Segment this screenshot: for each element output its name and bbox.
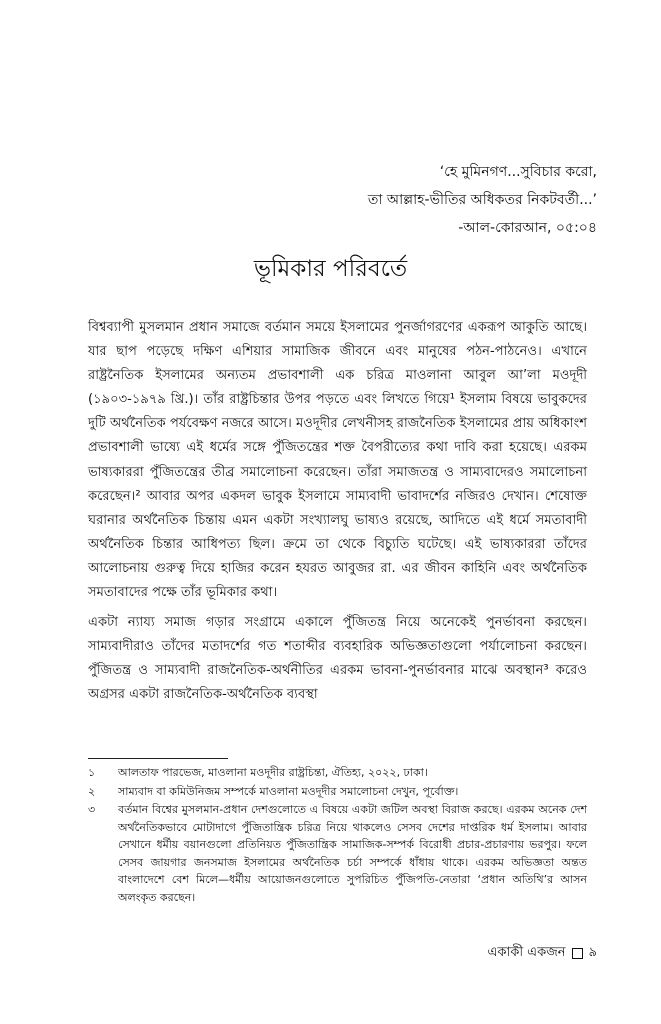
footnote-divider xyxy=(88,758,228,759)
chapter-title: ভূমিকার পরিবর্তে xyxy=(253,256,408,282)
book-title: একাকী একজন xyxy=(487,945,566,960)
footnote-text: সাম্যবাদ বা কমিউনিজম সম্পর্কে মাওলানা মওদূদীর সমালোচনা দেখুন, পূর্বোক্ত। xyxy=(118,784,459,798)
epigraph-line-1: ‘হে মুমিনগণ...সুবিচার করো, xyxy=(439,164,597,180)
footnote-text: বর্তমান বিশ্বের মুসলমান-প্রধান দেশগুলোতে এ বিষয়ে একটা জটিল অবস্থা বিরাজ করছে। এরকম অনেক দেশ অর্থনৈতিকভাবে মোটাদাগে পুঁজিতান্ত্রিক চরিত্র নিয়ে থাকলেও সেসব দেশের দাপ্তরিক ধর্ম ইসলাম। আবার সেখানে ধর্মীয় বয়ানগুলো প্রতিনিয়ত পুঁজিতান্ত্রিক সামাজিক-সম্পর্ক বিরোধী প্রচার-প্রচারণায় ভরপুর। ফলে সেসব জায়গার জনসমাজ ইসলামের অর্থনৈতিক চর্চা সম্পর্কে ধাঁধায় থাকে। এরকম অভিজ্ঞতা অন্তত বাংলাদেশে বেশ মিলে—ধর্মীয় আয়োজনগুলোতে সুপরিচিত পুঁজিপতি-নেতারা ‘প্রধান অতিথি’র আসন অলংকৃত করছেন। xyxy=(118,803,587,904)
page-number: ৯ xyxy=(588,945,597,960)
footnote-number: ৩ xyxy=(88,803,96,816)
epigraph-source: -আল-কোরআন, ০৫:০৪ xyxy=(458,220,597,236)
epigraph xyxy=(368,158,597,242)
epigraph-line-2: তা আল্লাহ-ভীতির অধিকতর নিকটবর্তী...’ xyxy=(367,192,597,208)
footnote-number: ১ xyxy=(88,766,96,779)
body-text xyxy=(88,316,587,714)
running-footer xyxy=(487,943,597,964)
footnote-item xyxy=(88,764,587,782)
footnotes xyxy=(88,764,587,907)
paragraph-1: বিশ্বব্যাপী মুসলমান প্রধান সমাজে বর্তমান সময়ে ইসলামের পুনর্জাগরণের একরূপ আকুতি আছে। যার ছাপ পড়েছে দক্ষিণ এশিয়ার সামাজিক জীবনে এবং মানুষের পঠন-পাঠনেও। এখানে রাষ্ট্রনৈতিক ইসলামের অন্যতম প্রভাবশালী এক চরিত্র মাওলানা আবুল আ’লা মওদূদী (১৯০৩-১৯৭৯ খ্রি.)। তাঁর রাষ্ট্রচিন্তার উপর পড়তে এবং লিখতে গিয়ে¹ ইসলাম বিষয়ে ভাবুকদের দুটি অর্থনৈতিক পর্যবেক্ষণ নজরে আসে। মওদূদীর লেখনীসহ রাজনৈতিক ইসলামের প্রায় অধিকাংশ প্রভাবশালী ভাষ্যে এই ধর্মের সঙ্গে পুঁজিতন্ত্রের শক্ত বৈপরীত্যের কথা দাবি করা হয়েছে। এরকম ভাষ্যকাররা পুঁজিতন্ত্রের তীব্র সমালোচনা করেছেন। তাঁরা সমাজতন্ত্র ও সাম্যবাদেরও সমালোচনা করেছেন।² আবার অপর একদল ভাবুক ইসলামে সাম্যবাদী ভাবাদর্শের নজিরও দেখান। শেষোক্ত ঘরানার অর্থনৈতিক চিন্তায় এমন একটা সংখ্যালঘু ভাষ্যও রয়েছে, আদিতে এই ধর্মে সমতাবাদী অর্থনৈতিক চিন্তার আধিপত্য ছিল। ক্রমে তা থেকে বিচ্যুতি ঘটেছে। এই ভাষ্যকাররা তাঁদের আলোচনায় গুরুত্ব দিয়ে হাজির করেন হযরত আবুজর রা. এর জীবন কাহিনি এবং অর্থনৈতিক সমতাবাদের পক্ষে তাঁর ভূমিকার কথা। xyxy=(88,320,587,601)
footnote-text: আলতাফ পারভেজ, মাওলানা মওদূদীর রাষ্ট্রচিন্তা, ঐতিহ্য, ২০২২, ঢাকা। xyxy=(118,766,428,779)
footnote-number: ২ xyxy=(88,784,96,798)
square-icon xyxy=(572,948,583,959)
footnote-item xyxy=(88,801,587,906)
footnote-item xyxy=(88,783,587,801)
paragraph-2: একটা ন্যায্য সমাজ গড়ার সংগ্রামে একালে পুঁজিতন্ত্র নিয়ে অনেকেই পুনর্ভাবনা করছেন। সাম্যবাদীরাও তাঁদের মতাদর্শের গত শতাব্দীর ব্যবহারিক অভিজ্ঞতাগুলো পর্যালোচনা করছেন। পুঁজিতন্ত্র ও সাম্যবাদী রাজনৈতিক-অর্থনীতির এরকম ভাবনা-পুনর্ভাবনার মাঝে অবস্থান³ করেও অগ্রসর একটা রাজনৈতিক-অর্থনৈতিক ব্যবস্থা xyxy=(88,615,587,703)
